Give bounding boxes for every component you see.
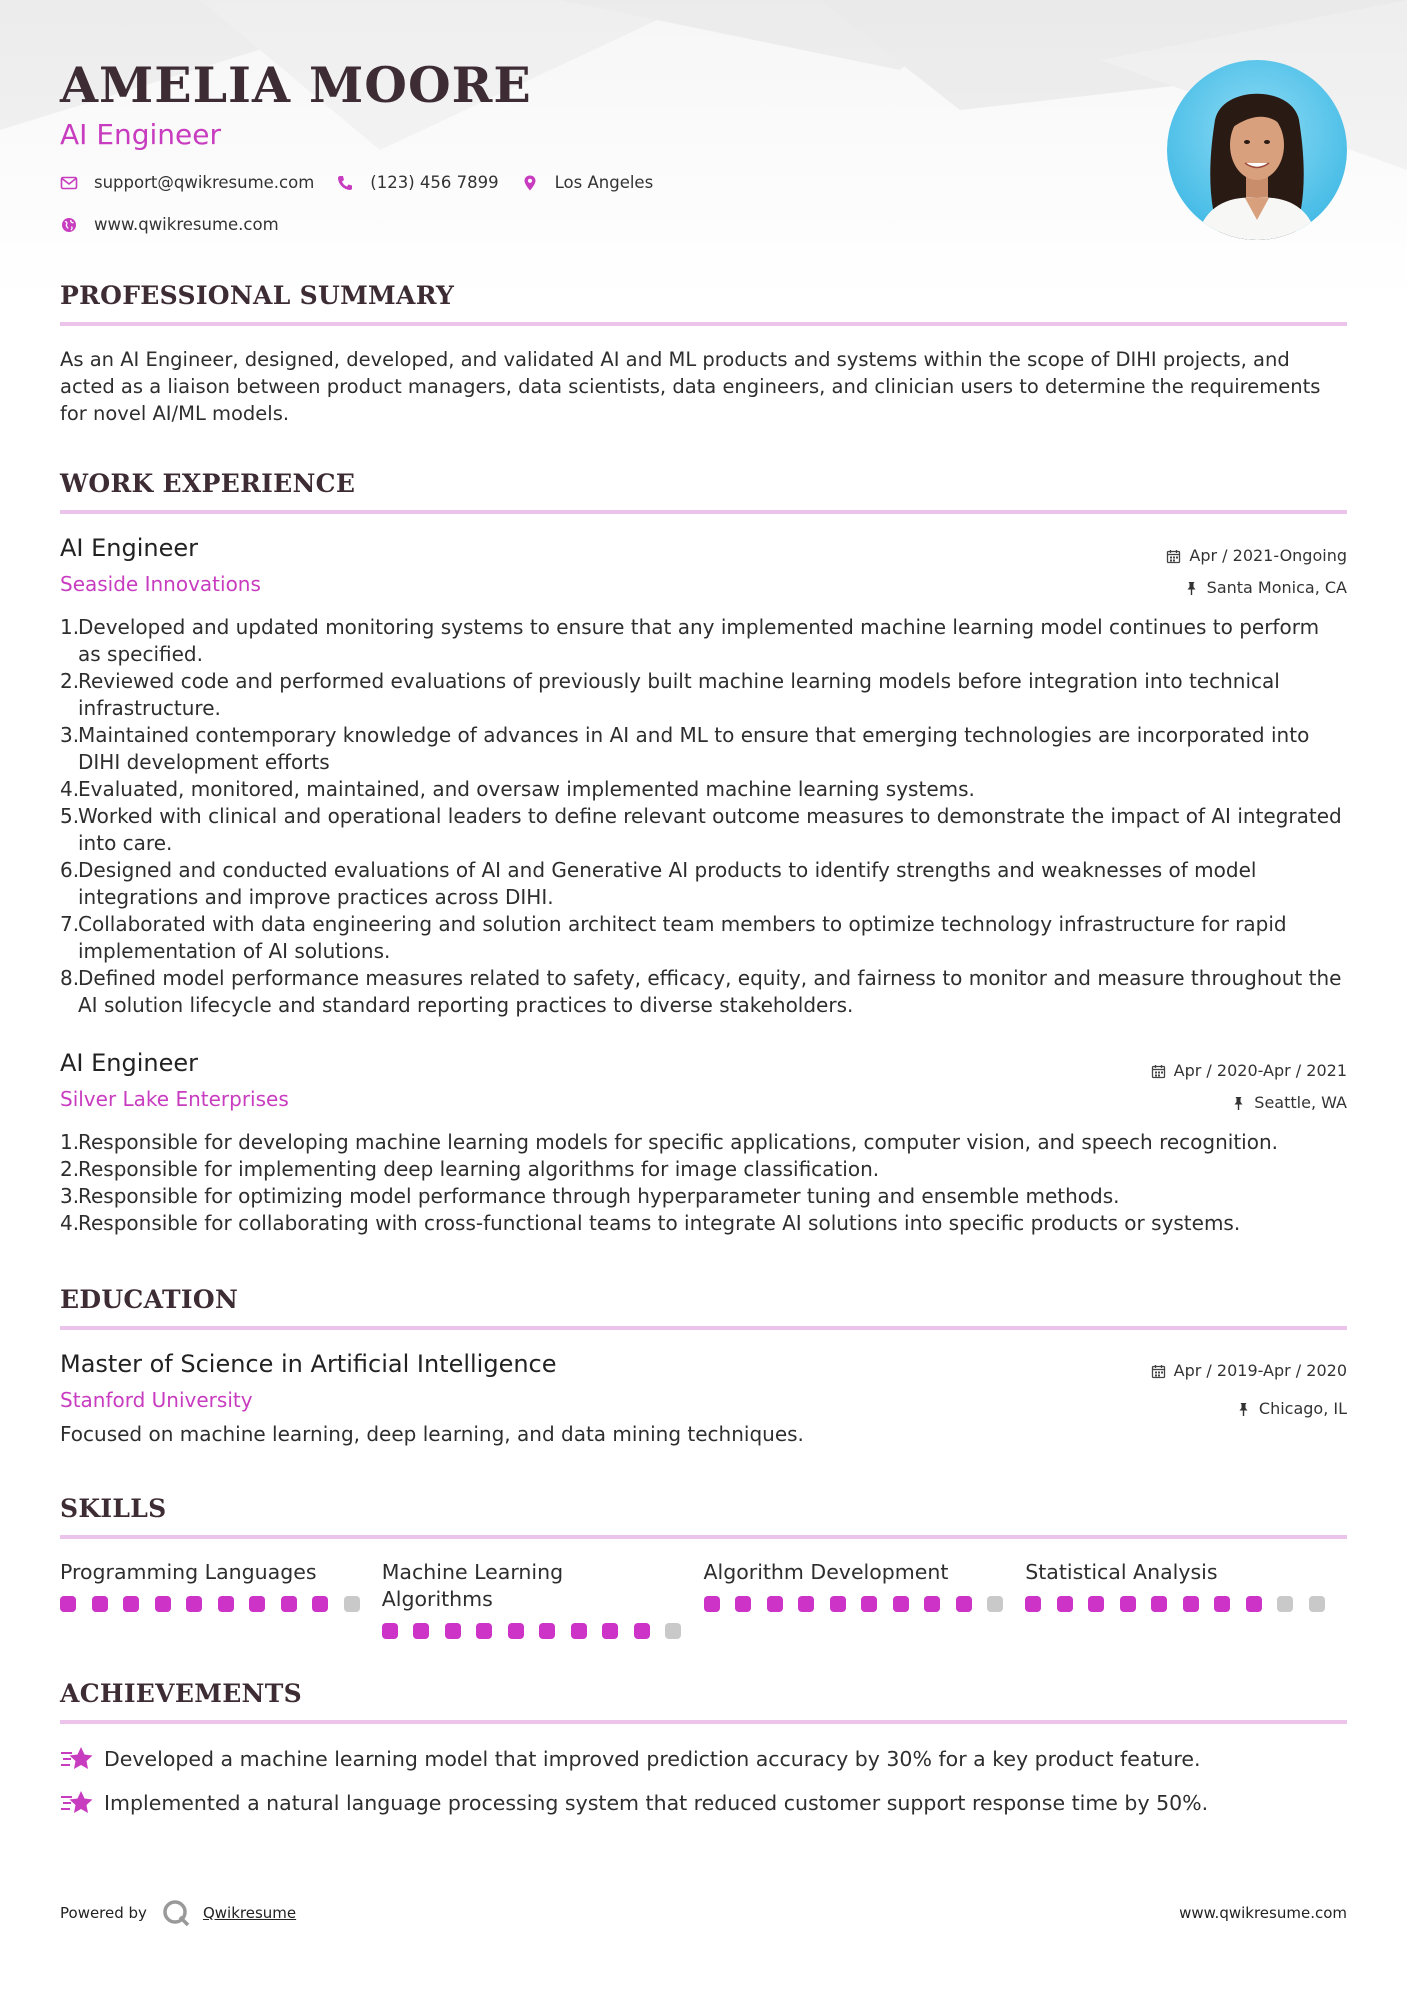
education-description: Focused on machine learning, deep learning, and data mining techniques. <box>60 1422 804 1446</box>
rating-dot-filled <box>476 1623 492 1639</box>
contact-email[interactable] <box>60 173 314 192</box>
rating-dot-filled <box>508 1623 524 1639</box>
globe-icon <box>60 216 78 234</box>
email-text: support@qwikresume.com <box>94 173 315 192</box>
list-item: 5. Worked with clinical and operational leaders to define relevant outcome measures to demonstrate the impact of AI integrated into care. <box>60 803 1347 857</box>
contact-row <box>60 173 675 192</box>
rating-dot-filled <box>704 1596 720 1612</box>
list-item: 3. Responsible for optimizing model performance through hyperparameter tuning and ensemble methods. <box>60 1183 1347 1210</box>
skill-item <box>382 1559 704 1639</box>
rating-dot-filled <box>539 1623 555 1639</box>
list-item: 1. Responsible for developing machine learning models for specific applications, computer vision, and speech recognition. <box>60 1129 1347 1156</box>
rating-dot-empty <box>987 1596 1003 1612</box>
job-date-text: Apr / 2021-Ongoing <box>1189 546 1347 565</box>
job-duties <box>60 1129 1347 1237</box>
rating-dot-filled <box>186 1596 202 1612</box>
map-pin-icon <box>521 174 539 192</box>
achievements-section <box>60 1679 1347 1818</box>
rating-dot-filled <box>123 1596 139 1612</box>
list-item: 6. Designed and conducted evaluations of AI and Generative AI products to identify strengths and weaknesses of model integrations and improve practices across DIHI. <box>60 857 1347 911</box>
section-divider <box>60 510 1347 514</box>
education-date-text: Apr / 2019-Apr / 2020 <box>1173 1361 1347 1380</box>
duty-text: Responsible for collaborating with cross-functional teams to integrate AI solutions into specific products or systems. <box>78 1211 1241 1235</box>
page-footer <box>60 1898 1347 1928</box>
list-item: 3. Maintained contemporary knowledge of advances in AI and ML to ensure that emerging technologies are incorporated into DIHI development efforts <box>60 722 1347 776</box>
job-location-text: Santa Monica, CA <box>1206 578 1347 597</box>
achievement-text: Implemented a natural language processing system that reduced customer support response time by 50%. <box>104 1791 1209 1815</box>
resume-header <box>60 0 1347 255</box>
list-item: 2. Responsible for implementing deep learning algorithms for image classification. <box>60 1156 1347 1183</box>
rating-dot-empty <box>665 1623 681 1639</box>
qwikresume-link[interactable]: Qwikresume <box>202 1904 297 1922</box>
job-meta <box>1166 540 1347 604</box>
pushpin-icon <box>1184 581 1199 596</box>
rating-dot-filled <box>956 1596 972 1612</box>
summary-section <box>60 281 1347 427</box>
footer-website[interactable]: www.qwikresume.com <box>1179 1904 1347 1922</box>
rating-dot-filled <box>830 1596 846 1612</box>
rating-dot-filled <box>1120 1596 1136 1612</box>
duty-text: Responsible for developing machine learning models for specific applications, computer vision, and speech recognition. <box>78 1130 1278 1154</box>
phone-icon <box>336 174 354 192</box>
calendar-icon <box>1166 549 1181 564</box>
powered-by <box>60 1898 296 1928</box>
duty-text: Defined model performance measures related to safety, efficacy, equity, and fairness to monitor and measure throughout the AI solution lifecycle and standard reporting practices to diverse stakeholders. <box>78 966 1342 1017</box>
skill-item <box>704 1559 1026 1639</box>
rating-dot-empty <box>344 1596 360 1612</box>
job-duties <box>60 614 1347 1019</box>
section-divider <box>60 1535 1347 1539</box>
rating-dot-filled <box>60 1596 76 1612</box>
experience-heading: WORK EXPERIENCE <box>60 469 356 498</box>
job-entry <box>60 534 1347 1019</box>
skill-name: Machine Learning Algorithms <box>381 1560 564 1611</box>
rating-dot-filled <box>445 1623 461 1639</box>
job-title: AI Engineer <box>60 1049 199 1077</box>
contact-website[interactable] <box>60 215 279 234</box>
job-title: AI Engineer <box>60 534 199 562</box>
rating-dot-filled <box>382 1623 398 1639</box>
skill-item <box>1025 1559 1347 1639</box>
school-name: Stanford University <box>60 1388 253 1412</box>
summary-text: As an AI Engineer, designed, developed, and validated AI and ML products and systems within the scope of DIHI projects, and acted as a liaison between product managers, data scientists, data engineers, and clinician users to determine the requirements for novel AI/ML models. <box>60 348 1321 425</box>
rating-dot-filled <box>218 1596 234 1612</box>
duty-text: Developed and updated monitoring systems to ensure that any implemented machine learning model continues to perform as specified. <box>78 615 1320 666</box>
education-location-text: Chicago, IL <box>1258 1399 1347 1418</box>
list-item: 2. Reviewed code and performed evaluations of previously built machine learning models before integration into technical infrastructure. <box>60 668 1347 722</box>
duty-text: Collaborated with data engineering and solution architect team members to optimize technology infrastructure for rapid implementation of AI solutions. <box>78 912 1287 963</box>
contact-location <box>521 173 654 192</box>
education-header <box>60 1350 1347 1420</box>
rating-dot-filled <box>1025 1596 1041 1612</box>
candidate-title: AI Engineer <box>60 118 222 151</box>
job-entry <box>60 1049 1347 1237</box>
skill-rating <box>382 1623 704 1639</box>
rating-dot-filled <box>861 1596 877 1612</box>
rating-dot-filled <box>602 1623 618 1639</box>
rating-dot-filled <box>735 1596 751 1612</box>
rating-dot-filled <box>924 1596 940 1612</box>
job-location-text: Seattle, WA <box>1254 1093 1347 1112</box>
skill-rating <box>1025 1596 1347 1612</box>
skills-heading: SKILLS <box>60 1494 167 1523</box>
powered-by-label: Powered by <box>60 1904 147 1922</box>
qwikresume-logo-icon <box>161 1898 191 1928</box>
calendar-icon <box>1151 1064 1166 1079</box>
envelope-icon <box>60 174 78 192</box>
list-item: 8. Defined model performance measures related to safety, efficacy, equity, and fairness to monitor and measure throughout the AI solution lifecycle and standard reporting practices to diverse stakeholders. <box>60 965 1347 1019</box>
rating-dot-empty <box>1309 1596 1325 1612</box>
skills-section <box>60 1494 1347 1639</box>
job-company: Seaside Innovations <box>60 572 261 596</box>
list-item: 7. Collaborated with data engineering and solution architect team members to optimize technology infrastructure for rapid implementation of AI solutions. <box>60 911 1347 965</box>
education-date <box>1151 1352 1347 1390</box>
rating-dot-filled <box>1151 1596 1167 1612</box>
rating-dot-filled <box>767 1596 783 1612</box>
education-heading: EDUCATION <box>60 1285 239 1314</box>
contact-row-website <box>60 215 301 234</box>
duty-text: Responsible for implementing deep learning algorithms for image classification. <box>78 1157 880 1181</box>
achievement-item <box>60 1744 1347 1774</box>
job-date <box>1166 540 1347 572</box>
rating-dot-filled <box>92 1596 108 1612</box>
profile-photo <box>1167 60 1347 240</box>
duty-text: Designed and conducted evaluations of AI and Generative AI products to identify strengths and weaknesses of model integrations and improve practices across DIHI. <box>78 858 1257 909</box>
contact-phone[interactable] <box>336 173 498 192</box>
job-location <box>1151 1087 1347 1119</box>
experience-section <box>60 469 1347 1237</box>
shooting-star-icon <box>60 1744 94 1774</box>
job-date <box>1151 1055 1347 1087</box>
job-header <box>60 1049 1347 1119</box>
rating-dot-filled <box>312 1596 328 1612</box>
candidate-name: AMELIA MOORE <box>60 56 532 114</box>
degree-title: Master of Science in Artificial Intelligence <box>60 1350 557 1378</box>
duty-text: Evaluated, monitored, maintained, and oversaw implemented machine learning systems. <box>78 777 975 801</box>
job-company: Silver Lake Enterprises <box>60 1087 289 1111</box>
rating-dot-filled <box>413 1623 429 1639</box>
list-item: 4. Responsible for collaborating with cross-functional teams to integrate AI solutions into specific products or systems. <box>60 1210 1347 1237</box>
skill-name: Statistical Analysis <box>1025 1560 1218 1584</box>
rating-dot-filled <box>798 1596 814 1612</box>
rating-dot-filled <box>1246 1596 1262 1612</box>
duty-text: Worked with clinical and operational leaders to define relevant outcome measures to demonstrate the impact of AI integrated into care. <box>78 804 1342 855</box>
achievement-text: Developed a machine learning model that improved prediction accuracy by 30% for a key product feature. <box>104 1747 1201 1771</box>
rating-dot-filled <box>1057 1596 1073 1612</box>
list-item: 4. Evaluated, monitored, maintained, and oversaw implemented machine learning systems. <box>60 776 1347 803</box>
pushpin-icon <box>1231 1096 1246 1111</box>
education-location <box>1151 1390 1347 1428</box>
section-divider <box>60 322 1347 326</box>
rating-dot-filled <box>1183 1596 1199 1612</box>
duty-text: Reviewed code and performed evaluations of previously built machine learning models before integration into technical infrastructure. <box>78 669 1280 720</box>
rating-dot-empty <box>1277 1596 1293 1612</box>
skill-name: Algorithm Development <box>703 1560 949 1584</box>
calendar-icon <box>1151 1364 1166 1379</box>
skill-item <box>60 1559 382 1639</box>
job-location <box>1166 572 1347 604</box>
achievements-heading: ACHIEVEMENTS <box>60 1679 302 1708</box>
education-meta <box>1151 1352 1347 1428</box>
phone-text: (123) 456 7899 <box>370 173 499 192</box>
shooting-star-icon <box>60 1788 94 1818</box>
section-divider <box>60 1326 1347 1330</box>
job-header <box>60 534 1347 604</box>
rating-dot-filled <box>1214 1596 1230 1612</box>
rating-dot-filled <box>155 1596 171 1612</box>
skill-rating <box>60 1596 382 1612</box>
summary-heading: PROFESSIONAL SUMMARY <box>60 281 455 310</box>
job-date-text: Apr / 2020-Apr / 2021 <box>1173 1061 1347 1080</box>
duty-text: Maintained contemporary knowledge of advances in AI and ML to ensure that emerging technologies are incorporated into DIHI development efforts <box>78 723 1310 774</box>
skill-name: Programming Languages <box>60 1560 317 1584</box>
skill-rating <box>704 1596 1026 1612</box>
location-text: Los Angeles <box>554 173 654 192</box>
rating-dot-filled <box>1088 1596 1104 1612</box>
duty-text: Responsible for optimizing model performance through hyperparameter tuning and ensemble methods. <box>78 1184 1120 1208</box>
job-meta <box>1151 1055 1347 1119</box>
rating-dot-filled <box>893 1596 909 1612</box>
education-entry <box>60 1350 1347 1446</box>
skills-grid <box>60 1559 1347 1639</box>
rating-dot-filled <box>249 1596 265 1612</box>
achievement-item <box>60 1788 1347 1818</box>
rating-dot-filled <box>571 1623 587 1639</box>
pushpin-icon <box>1236 1402 1251 1417</box>
website-text: www.qwikresume.com <box>94 215 279 234</box>
section-divider <box>60 1720 1347 1724</box>
list-item: 1. Developed and updated monitoring systems to ensure that any implemented machine learning model continues to perform as specified. <box>60 614 1347 668</box>
rating-dot-filled <box>634 1623 650 1639</box>
education-section <box>60 1285 1347 1446</box>
rating-dot-filled <box>281 1596 297 1612</box>
